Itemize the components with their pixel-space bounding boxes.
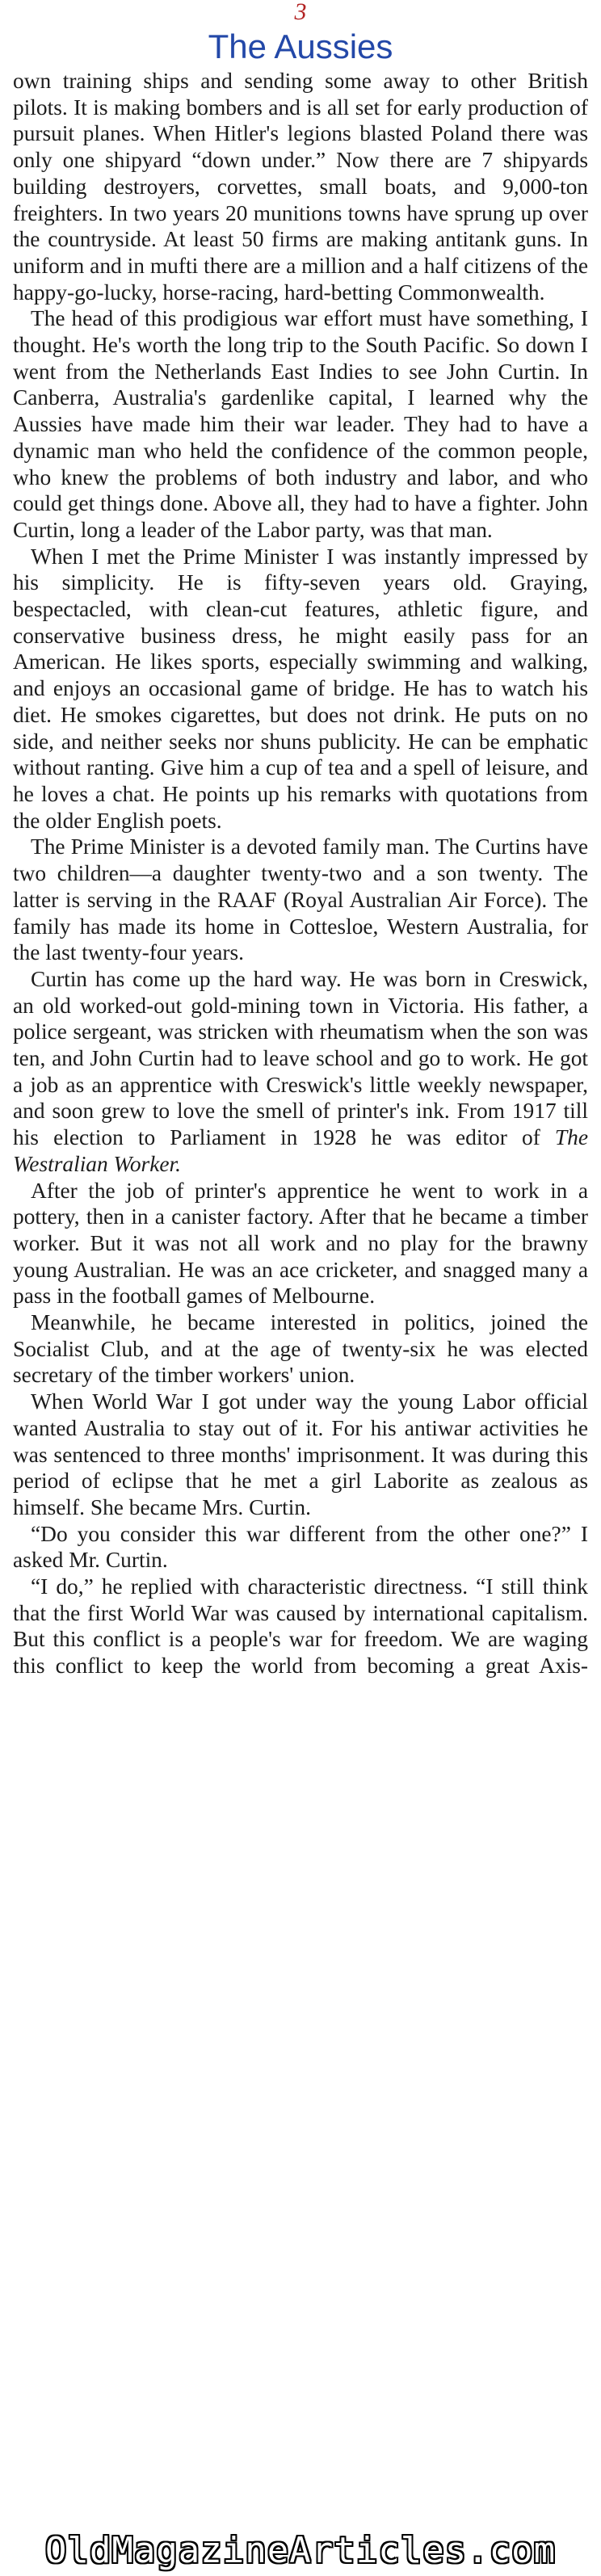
paragraph-with-publication [13,966,588,1178]
paragraph: When I met the Prime Minister I was instantly impressed by his simplicity. He is fifty-seven years old. Graying, bespectacled, with clean-cut features, athletic figure, and conservative business dress, he might easily pass for an American. He likes sports, especially swimming and walking, and enjoys an occasional game of bridge. He has to watch his diet. He smokes cigarettes, but does not drink. He puts on no side, and neither seeks nor shuns publicity. He can be emphatic without ranting. Give him a cup of tea and a spell of leisure, and he loves a chat. He points up his remarks with quotations from the older English poets. [13,544,588,833]
footer-banner [0,2524,601,2576]
paragraph: “Do you consider this war different from the other one?” I asked Mr. Curtin. [13,1521,588,1573]
paragraph: own training ships and sending some away to other British pilots. It is making bombers and is all set for early production of pursuit planes. When Hitler's legions blasted Poland there was only one shipyard “down under.” Now there are 7 shipyards building destroyers, corvettes, small boats, and 9,000-ton freighters. In two years 20 munitions towns have sprung up over the countryside. At least 50 firms are making antitank guns. In uniform and in mufti there are a million and a half citizens of the happy-go-lucky, horse-racing, hard-betting Commonwealth. [13,69,588,305]
article-body [13,68,588,1679]
paragraph: After the job of printer's apprentice he went to work in a pottery, then in a canister factory. After that he became a timber worker. But it was not all work and no play for the brawny young Australian. He was an ace cricketer, and snagged many a pass in the football games of Melbourne. [13,1178,588,1309]
publication-name: The Westralian Worker. [13,1125,588,1176]
paragraph-text: Curtin has come up the hard way. He was born in Creswick, an old worked-out gold-mining town in Victoria. His father, a police sergeant, was stricken with rheumatism when the son was ten, and John Curtin had to leave school and go to work. He got a job as an apprentice with Creswick's little weekly newspaper, and soon grew to love the smell of printer's ink. From 1917 till his election to Parliament in 1928 he was editor of [13,966,588,1150]
paragraph: The Prime Minister is a devoted family man. The Curtins have two children—a daughter twenty-two and a son twenty. The latter is serving in the RAAF (Royal Australian Air Force). The family has made its home in Cottesloe, Western Australia, for the last twenty-four years. [13,834,588,965]
paragraph: Meanwhile, he became interested in politics, joined the Socialist Club, and at the age of twenty-six he was elected secretary of the timber workers' union. [13,1310,588,1388]
paragraph: When World War I got under way the young Labor official wanted Australia to stay out of it. For his antiwar activities he was sentenced to three months' imprisonment. It was during this period of eclipse that he met a girl Laborite as zealous as himself. She became Mrs. Curtin. [13,1389,588,1519]
paragraph: The head of this prodigious war effort must have something, I thought. He's worth the long trip to the South Pacific. So down I went from the Netherlands East Indies to see John Curtin. In Canberra, Australia's gardenlike capital, I learned why the Aussies have made him their war leader. They had to have a dynamic man who held the confidence of the common people, who knew the problems of both industry and labor, and who could get things done. Above all, they had to have a fighter. John Curtin, long a leader of the Labor party, was that man. [13,306,588,542]
article-title: The Aussies [208,27,393,65]
page-number: 3 [294,0,307,25]
site-watermark[interactable]: OldMagazineArticles.com [44,2530,557,2571]
paragraph: “I do,” he replied with characteristic directness. “I still think that the first World War was caused by international capitalism. But this conflict is a people's war for freedom. We are waging this conflict to keep the world from becoming a great Axis- [13,1574,588,1679]
